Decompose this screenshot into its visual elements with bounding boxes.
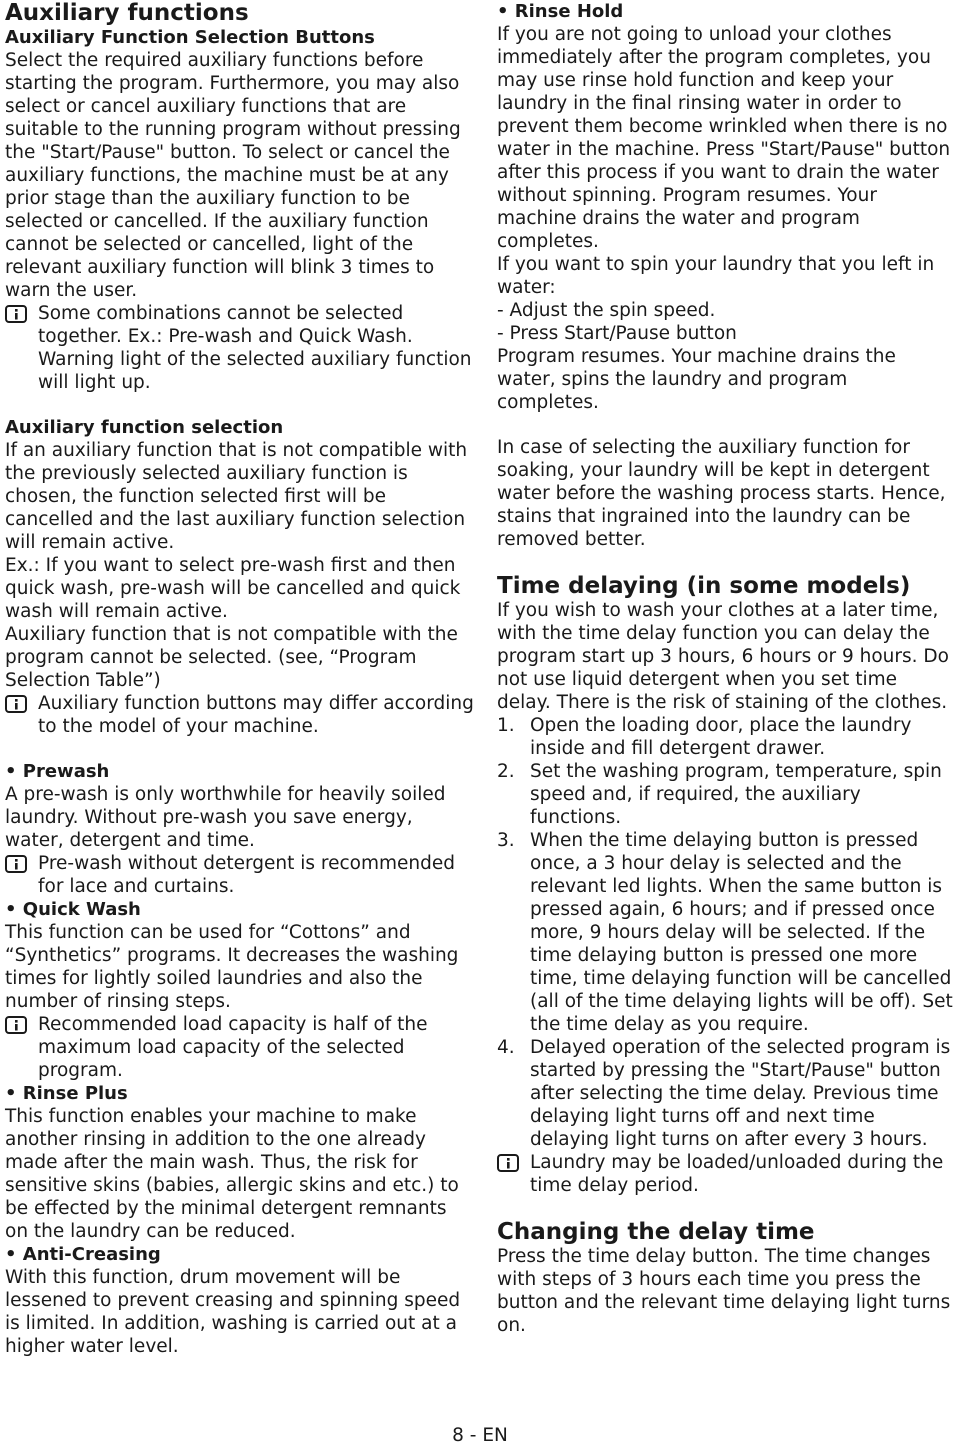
left-column <box>5 0 475 1358</box>
spin-step-1: - Adjust the spin speed. <box>497 300 716 321</box>
note-combinations <box>5 302 475 394</box>
paragraph-prewash: A pre-wash is only worthwhile for heavily soiled laundry. Without pre-wash you save energy, water, detergent and time. <box>5 784 446 851</box>
step-text: Set the washing program, temperature, spin speed and, if required, the auxiliary functions. <box>530 761 942 828</box>
info-icon <box>5 692 38 713</box>
note-text: Recommended load capacity is half of the maximum load capacity of the selected program. <box>38 1014 428 1081</box>
section-title-time-delaying: Time delaying (in some models) <box>497 573 911 599</box>
note-time-delay <box>497 1151 955 1197</box>
section-title-changing-delay: Changing the delay time <box>497 1219 815 1245</box>
step-number: 3. <box>497 830 515 851</box>
spin-step-2: - Press Start/Pause button <box>497 323 737 344</box>
right-column <box>497 0 955 1337</box>
info-icon <box>497 1151 530 1172</box>
heading-selection-buttons: Auxiliary Function Selection Buttons <box>5 27 375 48</box>
note-buttons-differ <box>5 692 475 738</box>
paragraph-example: Ex.: If you want to select pre-wash first and then quick wash, pre-wash will be cancelled and quick wash will remain active. <box>5 555 461 622</box>
note-prewash <box>5 852 475 898</box>
list-item <box>497 829 955 1036</box>
section-title-auxiliary-functions: Auxiliary functions <box>5 0 249 26</box>
paragraph-time-delay: If you wish to wash your clothes at a later time, with the time delay function you can delay the program start up 3 hours, 6 hours or 9 hours. Do not use liquid detergent when you set time delay. There is the risk of staining of the clothes. <box>497 600 949 713</box>
note-text: Auxiliary function buttons may differ according to the model of your machine. <box>38 693 474 737</box>
paragraph-spin-result: Program resumes. Your machine drains the water, spins the laundry and program completes. <box>497 346 896 413</box>
list-item <box>497 1036 955 1151</box>
step-number: 1. <box>497 715 515 736</box>
info-icon <box>5 1013 38 1034</box>
step-text: Delayed operation of the selected program is started by pressing the "Start/Pause" button after selecting the time delay. Previous time delaying light turns off and next time delaying light turns on after every 3 hours. <box>530 1037 951 1150</box>
paragraph-not-compatible: Auxiliary function that is not compatible with the program cannot be selected. (see, “Program Selection Table”) <box>5 624 458 691</box>
heading-quick-wash: • Quick Wash <box>5 898 475 921</box>
step-number: 2. <box>497 761 515 782</box>
paragraph-anti-creasing: With this function, drum movement will be lessened to prevent creasing and spinning speed is limited. In addition, washing is carried out at a higher water level. <box>5 1267 461 1357</box>
heading-anti-creasing: • Anti-Creasing <box>5 1243 475 1266</box>
paragraph-quick-wash: This function can be used for “Cottons” and “Synthetics” programs. It decreases the washing times for lightly soiled laundries and also the number of rinsing steps. <box>5 922 459 1012</box>
heading-rinse-hold: • Rinse Hold <box>497 0 955 23</box>
paragraph-rinse-hold: If you are not going to unload your clothes immediately after the program completes, you may use rinse hold function and keep your laundry in the final rinsing water in order to prevent them become wrinkled when there is no water in the machine. Press "Start/Pause" button after this process if you want to drain the water without spinning. Program resumes. Your machine drains the water and program completes. <box>497 24 951 252</box>
paragraph-soaking: In case of selecting the auxiliary function for soaking, your laundry will be kept in detergent water before the washing process starts. Hence, stains that ingrained into the laundry can be removed better. <box>497 437 946 550</box>
paragraph-compatibility: If an auxiliary function that is not compatible with the previously selected auxiliary function is chosen, the function selected first will be cancelled and the last auxiliary function selection will remain active. <box>5 440 468 553</box>
heading-function-selection: Auxiliary function selection <box>5 417 284 438</box>
time-delay-steps <box>497 714 955 1151</box>
list-item <box>497 760 955 829</box>
paragraph-spin-intro: If you want to spin your laundry that you left in water: <box>497 254 935 298</box>
heading-rinse-plus: • Rinse Plus <box>5 1082 475 1105</box>
note-text: Some combinations cannot be selected together. Ex.: Pre-wash and Quick Wash. Warning light of the selected auxiliary function will light up. <box>38 303 472 393</box>
info-icon <box>5 302 38 323</box>
info-icon <box>5 852 38 873</box>
heading-prewash: • Prewash <box>5 760 475 783</box>
note-quick-wash <box>5 1013 475 1082</box>
note-text: Pre-wash without detergent is recommended for lace and curtains. <box>38 853 455 897</box>
paragraph-rinse-plus: This function enables your machine to make another rinsing in addition to the one already made after the main wash. Thus, the risk for sensitive skins (babies, allergic skins and etc.) to be effected by the minimal detergent remnants on the laundry can be reduced. <box>5 1106 459 1242</box>
step-number: 4. <box>497 1037 515 1058</box>
paragraph-changing-delay: Press the time delay button. The time changes with steps of 3 hours each time you press the button and the relevant time delaying light turns on. <box>497 1246 951 1336</box>
step-text: Open the loading door, place the laundry inside and fill detergent drawer. <box>530 715 912 759</box>
step-text: When the time delaying button is pressed once, a 3 hour delay is selected and the relevant led lights. When the same button is pressed again, 6 hours; and if pressed once more, 9 hours delay will be selected. If the time delaying button is pressed one more time, time delaying function will be cancelled (all of the time delaying lights will be off). Set the time delay as you require. <box>530 830 953 1035</box>
paragraph-selection-buttons: Select the required auxiliary functions before starting the program. Furthermore, you may also select or cancel auxiliary functions that are suitable to the running program without pressing the "Start/Pause" button. To select or cancel the auxiliary functions, the machine must be at any prior stage than the auxiliary function to be selected or cancelled. If the auxiliary function cannot be selected or cancelled, light of the relevant auxiliary function will blink 3 times to warn the user. <box>5 50 461 301</box>
list-item <box>497 714 955 760</box>
page-number: 8 - EN <box>452 1425 508 1446</box>
note-text: Laundry may be loaded/unloaded during the time delay period. <box>530 1152 944 1196</box>
